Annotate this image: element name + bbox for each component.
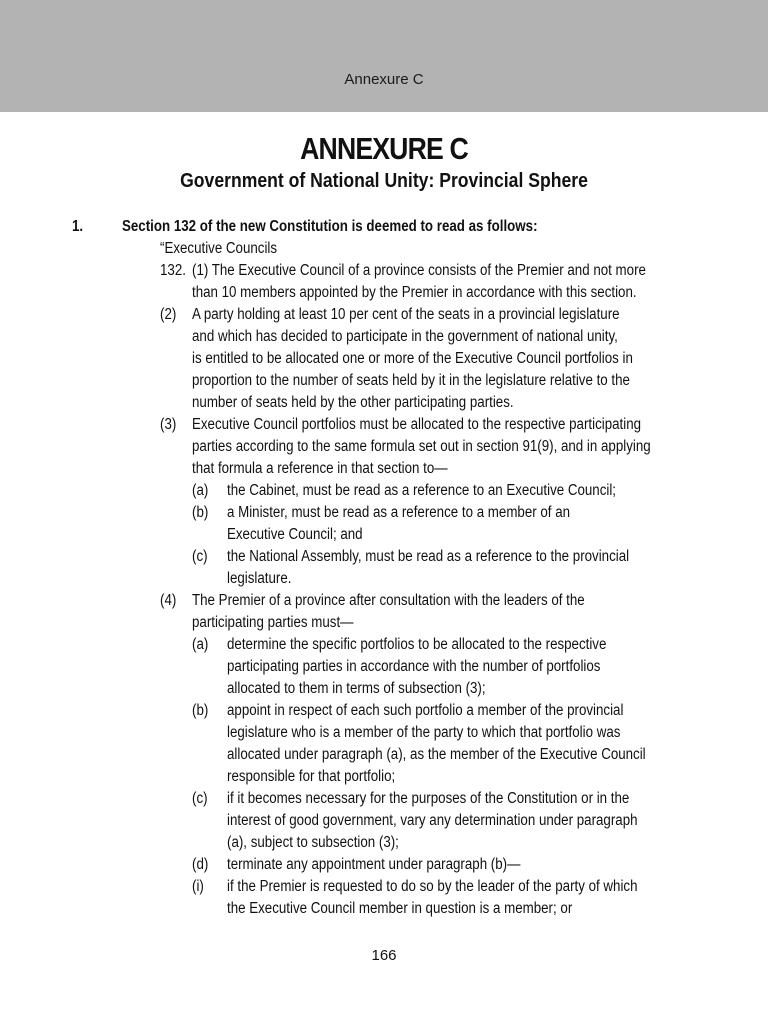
section-number: 1. [72,218,84,235]
paragraph-text: Executive Council; and [227,526,363,543]
clause-text: number of seats held by the other participating parties. [192,394,514,411]
subparagraph-text: the Executive Council member in question is a member; or [227,900,573,917]
paragraph-text: a Minister, must be read as a reference to a member of an [227,504,571,521]
clause-text: is entitled to be allocated one or more of the Executive Council portfolios in [192,350,633,367]
paragraph-text: interest of good government, vary any determination under paragraph [227,812,638,829]
paragraph-text: legislature. [227,570,292,587]
document-title: ANNEXURE C [300,131,468,166]
paragraph-text: terminate any appointment under paragraph (b)— [227,856,521,873]
section-heading: Section 132 of the new Constitution is deemed to read as follows: [122,218,538,235]
clause-text: proportion to the number of seats held by it in the legislature relative to the [192,372,630,389]
paragraph-text: participating parties in accordance with the number of portfolios [227,658,601,675]
paragraph-label: (b) [192,702,209,719]
subparagraph-label: (i) [192,878,204,895]
paragraph-text: the National Assembly, must be read as a reference to the provincial [227,548,630,565]
clause-text: than 10 members appointed by the Premier in accordance with this section. [192,284,637,301]
paragraph-text: the Cabinet, must be read as a reference to an Executive Council; [227,482,617,499]
clause-text: (1) The Executive Council of a province consists of the Premier and not more [192,262,646,279]
clause-text: parties according to the same formula set out in section 91(9), and in applying [192,438,651,455]
paragraph-text: legislature who is a member of the party to which that portfolio was [227,724,621,741]
section-label: 132. [160,262,186,279]
paragraph-label: (d) [192,856,209,873]
paragraph-text: determine the specific portfolios to be allocated to the respective [227,636,607,653]
clause-text: and which has decided to participate in the government of national unity, [192,328,618,345]
paragraph-text: allocated to them in terms of subsection (3); [227,680,486,697]
subsection-title: “Executive Councils [160,240,278,257]
paragraph-text: (a), subject to subsection (3); [227,834,399,851]
clause-text: A party holding at least 10 per cent of the seats in a provincial legislature [192,306,620,323]
paragraph-text: if it becomes necessary for the purposes of the Constitution or in the [227,790,630,807]
clause-text: that formula a reference in that section to— [192,460,448,477]
clause-text: The Premier of a province after consultation with the leaders of the [192,592,585,609]
subparagraph-text: if the Premier is requested to do so by the leader of the party of which [227,878,638,895]
document-subtitle: Government of National Unity: Provincial Sphere [180,170,588,192]
paragraph-label: (a) [192,636,209,653]
paragraph-label: (c) [192,790,208,807]
page-number: 166 [371,947,397,964]
paragraph-label: (c) [192,548,208,565]
paragraph-label: (b) [192,504,209,521]
clause-text: participating parties must— [192,614,354,631]
paragraph-label: (a) [192,482,209,499]
clause-label: (3) [160,416,177,433]
paragraph-text: responsible for that portfolio; [227,768,396,785]
clause-label: (2) [160,306,177,323]
page-header-band [0,0,768,112]
clause-text: Executive Council portfolios must be allocated to the respective participating [192,416,642,433]
paragraph-text: allocated under paragraph (a), as the member of the Executive Council [227,746,646,763]
running-header: Annexure C [344,71,424,88]
paragraph-text: appoint in respect of each such portfolio a member of the provincial [227,702,624,719]
clause-label: (4) [160,592,177,609]
